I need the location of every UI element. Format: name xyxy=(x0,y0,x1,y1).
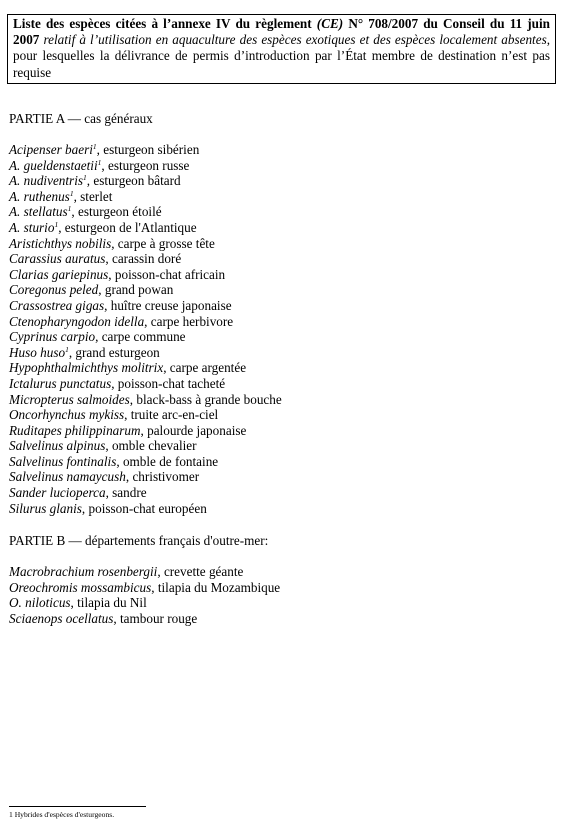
species-common-name: , esturgeon bâtard xyxy=(86,173,181,189)
document-title-box xyxy=(7,14,556,84)
list-item xyxy=(9,173,282,189)
part-b-species-list xyxy=(9,564,280,626)
species-scientific-name: Coregonus peled xyxy=(9,282,99,298)
species-scientific-name: Cyprinus carpio xyxy=(9,329,96,345)
list-item xyxy=(9,501,282,517)
title-subject: relatif à l’utilisation en aquaculture des espèces exotiques et des espèces localement absentes xyxy=(43,32,547,48)
species-common-name: , esturgeon étoilé xyxy=(71,204,162,220)
list-item xyxy=(9,267,282,283)
footnote-separator xyxy=(9,806,146,807)
species-scientific-name: Crassostrea gigas xyxy=(9,297,105,313)
species-common-name: , grand esturgeon xyxy=(68,344,160,360)
list-item xyxy=(9,298,282,314)
species-common-name: , poisson-chat africain xyxy=(108,266,226,282)
species-common-name: , omble chevalier xyxy=(105,438,197,454)
list-item xyxy=(9,329,282,345)
list-item xyxy=(9,407,282,423)
list-item xyxy=(9,220,282,236)
species-scientific-name: Oncorhynchus mykiss xyxy=(9,407,125,423)
footnote-marker: 1 xyxy=(92,142,97,151)
species-scientific-name: A. stellatus xyxy=(9,204,68,220)
species-common-name: , sandre xyxy=(105,485,147,501)
list-item xyxy=(9,595,280,611)
list-item xyxy=(9,580,280,596)
species-common-name: , truite arc-en-ciel xyxy=(124,407,219,423)
title-regulation-reference: N° 708/2007 du Conseil du 11 juin 2007 xyxy=(13,16,551,48)
list-item xyxy=(9,236,282,252)
species-scientific-name: A. sturio xyxy=(9,219,55,235)
list-item xyxy=(9,314,282,330)
species-scientific-name: Huso huso xyxy=(9,344,66,360)
species-scientific-name: Acipenser baeri xyxy=(9,142,93,157)
species-common-name: , huître creuse japonaise xyxy=(104,297,232,313)
species-scientific-name: Salvelinus alpinus xyxy=(9,438,106,454)
species-scientific-name: Ictalurus punctatus xyxy=(9,375,112,391)
species-scientific-name: Hypophthalmichthys molitrix xyxy=(9,360,164,376)
footnote-marker: 1 xyxy=(69,188,74,198)
species-scientific-name: Ruditapes philippinarum xyxy=(9,422,141,438)
species-scientific-name: Sander lucioperca xyxy=(9,485,106,501)
species-scientific-name: A. gueldenstaetii xyxy=(9,157,98,173)
species-common-name: , tambour rouge xyxy=(113,610,198,626)
title-regulation-italic: (CE) xyxy=(316,16,344,31)
list-item xyxy=(9,611,280,627)
footnote-marker: 1 xyxy=(67,204,72,214)
species-scientific-name: Aristichthys nobilis xyxy=(9,235,112,251)
species-common-name: , crevette géante xyxy=(157,564,244,579)
footnote-text: 1 Hybrides d'espèces d'esturgeons. xyxy=(9,810,115,819)
species-common-name: , esturgeon de l'Atlantique xyxy=(58,219,197,235)
species-scientific-name: Clarias gariepinus xyxy=(9,266,109,282)
species-common-name: , carpe argentée xyxy=(163,360,247,376)
species-scientific-name: Salvelinus fontinalis xyxy=(9,453,117,469)
list-item xyxy=(9,438,282,454)
species-common-name: , tilapia du Mozambique xyxy=(151,579,281,595)
species-scientific-name: Ctenopharyngodon idella xyxy=(9,313,145,329)
part-a-species-list xyxy=(9,142,282,516)
list-item xyxy=(9,360,282,376)
species-common-name: , poisson-chat européen xyxy=(81,500,207,516)
footnote-marker: 1 xyxy=(54,219,59,229)
species-scientific-name: Carassius auratus xyxy=(9,251,106,267)
species-common-name: , esturgeon russe xyxy=(101,157,190,173)
species-scientific-name: Silurus glanis xyxy=(9,500,82,516)
part-b-heading: PARTIE B — départements français d'outre-mer: xyxy=(9,533,269,548)
list-item xyxy=(9,454,282,470)
species-common-name: , omble de fontaine xyxy=(116,453,219,469)
species-common-name: , sterlet xyxy=(73,188,113,204)
list-item xyxy=(9,345,282,361)
list-item xyxy=(9,392,282,408)
list-item xyxy=(9,423,282,439)
footnote-marker: 1 xyxy=(65,344,69,354)
list-item xyxy=(9,189,282,205)
list-item xyxy=(9,142,282,158)
species-scientific-name: Micropterus salmoides xyxy=(9,391,130,407)
list-item xyxy=(9,251,282,267)
list-item xyxy=(9,282,282,298)
species-scientific-name: Sciaenops ocellatus xyxy=(9,610,114,626)
species-common-name: , christivomer xyxy=(125,469,200,485)
species-common-name: , black-bass à grande bouche xyxy=(129,391,282,407)
species-common-name: , carpe à grosse tête xyxy=(111,235,215,251)
list-item xyxy=(9,204,282,220)
species-scientific-name: Oreochromis mossambicus xyxy=(9,579,152,595)
footnote-marker: 1 xyxy=(97,157,102,167)
species-common-name: , carpe commune xyxy=(95,329,186,345)
species-scientific-name: Macrobrachium rosenbergii xyxy=(9,564,158,579)
species-scientific-name: A. nudiventris xyxy=(9,173,83,189)
list-item xyxy=(9,469,282,485)
species-common-name: , carpe herbivore xyxy=(144,313,234,329)
list-item xyxy=(9,158,282,174)
species-common-name: , esturgeon sibérien xyxy=(96,142,200,157)
species-scientific-name: A. ruthenus xyxy=(9,188,70,204)
species-common-name: , poisson-chat tacheté xyxy=(111,375,226,391)
part-a-heading: PARTIE A — cas généraux xyxy=(9,111,153,126)
title-bold-lead: Liste des espèces citées à l’annexe IV du règlement xyxy=(13,16,312,31)
footnote-marker: 1 xyxy=(83,173,87,183)
list-item xyxy=(9,564,280,580)
species-scientific-name: Salvelinus namaycush xyxy=(9,469,126,485)
list-item xyxy=(9,485,282,501)
title-tail: , pour lesquelles la délivrance de permis d’introduction par l’État membre de destination n’est pas requise xyxy=(13,32,550,80)
species-common-name: , carassin doré xyxy=(105,251,182,267)
species-common-name: , tilapia du Nil xyxy=(70,595,147,611)
list-item xyxy=(9,376,282,392)
species-common-name: , grand powan xyxy=(98,282,174,298)
species-scientific-name: O. niloticus xyxy=(9,595,71,611)
species-common-name: , palourde japonaise xyxy=(140,422,247,438)
